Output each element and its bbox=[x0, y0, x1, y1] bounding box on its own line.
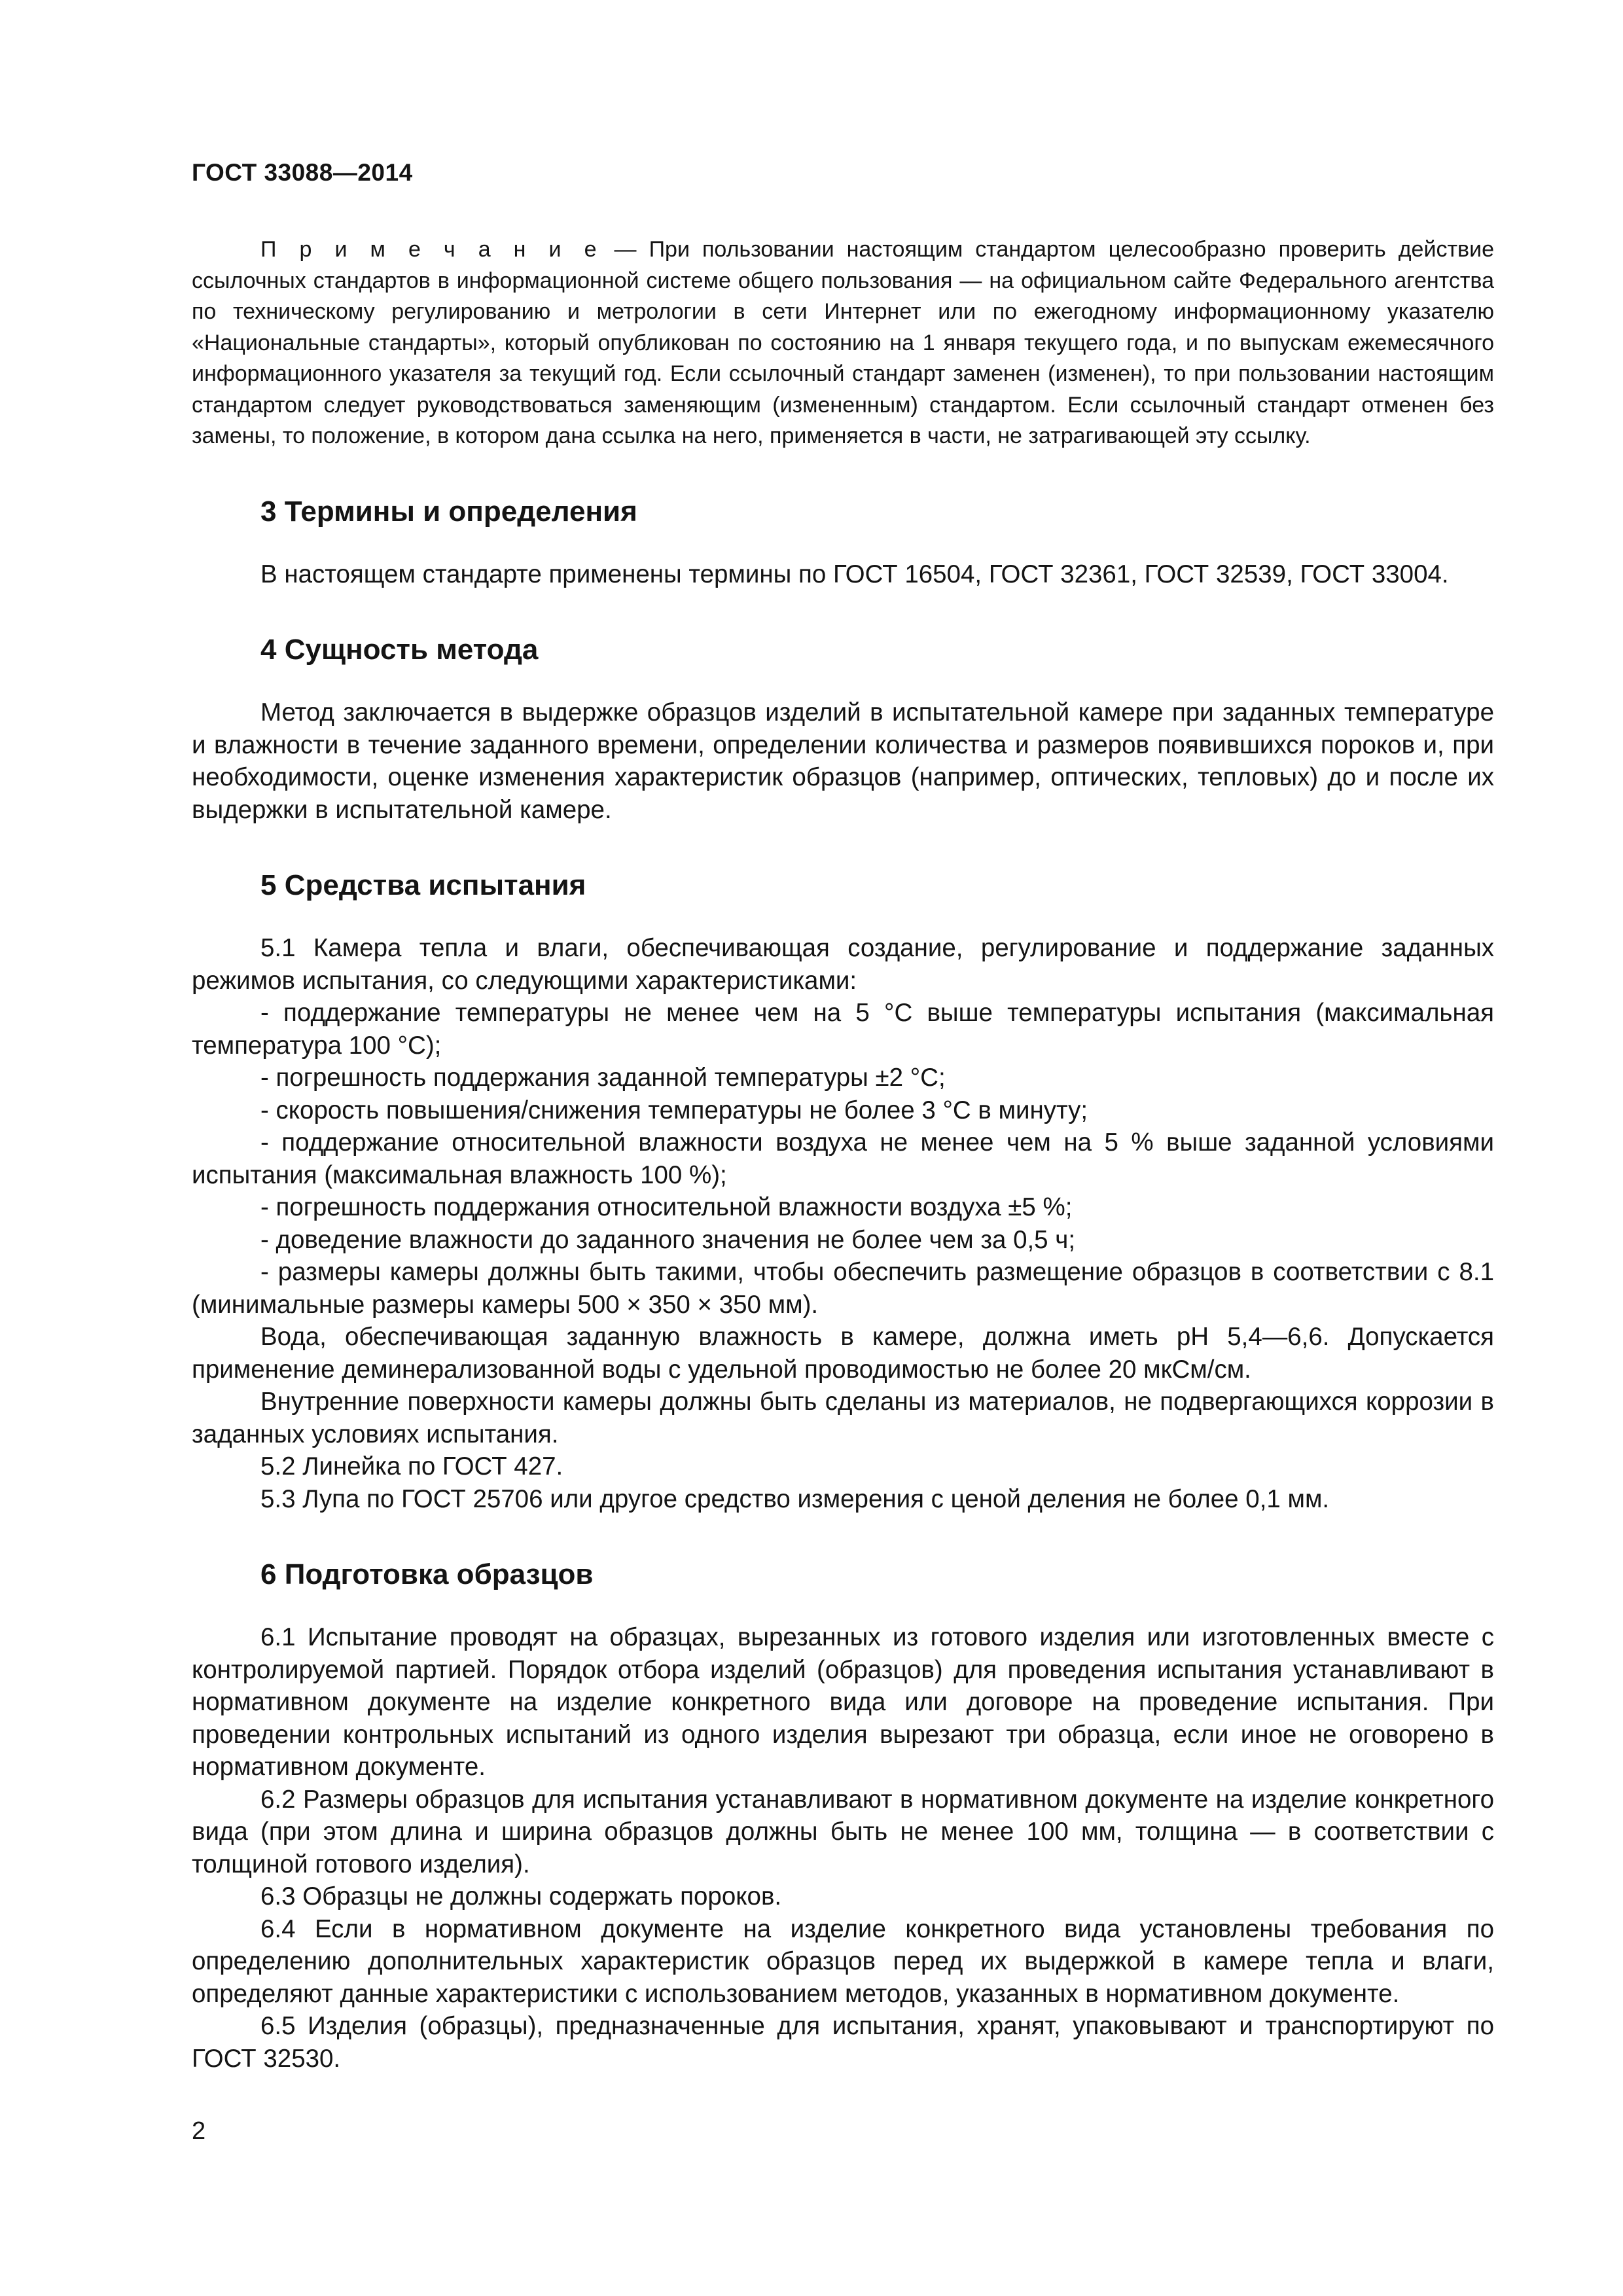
page-content bbox=[192, 234, 1494, 2075]
clause-5-2: 5.2 Линейка по ГОСТ 427. bbox=[260, 1452, 563, 1480]
note-text: — При пользовании настоящим стандартом целесообразно проверить действие ссылочных стандартов в информационной системе общего пользования — на официальном сайте Федерального агентства по техническому регулированию и метрологии в сети Интернет или по ежегодному информационному указателю «Национальные стандарты», который опубликован по состоянию на 1 января текущего года, и по выпускам ежемесячного информационного указателя за текущий год. Если ссылочный стандарт заменен (изменен), то при пользовании настоящим стандартом следует руководствоваться заменяющим (измененным) стандартом. Если ссылочный стандарт отменен без замены, то положение, в котором дана ссылка на него, применяется в части, не затрагивающей эту ссылку. bbox=[192, 237, 1494, 448]
section-4-paragraph: Метод заключается в выдержке образцов изделий в испытательной камере при заданных температуре и влажности в течение заданного времени, определении количества и размеров появившихся пороков и, при необходимости, оценке изменения характеристик образцов (например, оптических, тепловых) до и после их выдержки в испытательной камере. bbox=[192, 698, 1494, 824]
clause-5-1-item-5: - погрешность поддержания относительной влажности воздуха ±5 %; bbox=[260, 1193, 1073, 1221]
section-3-heading: 3 Термины и определения bbox=[260, 495, 637, 528]
clause-5-1-item-4: - поддержание относительной влажности воздуха не менее чем на 5 % выше заданной условиями испытания (максимальная влажность 100 %); bbox=[192, 1128, 1494, 1189]
clause-5-1-item-7: - размеры камеры должны быть такими, чтобы обеспечить размещение образцов в соответствии с 8.1 (минимальные размеры камеры 500 × 350 × 350 мм). bbox=[192, 1258, 1494, 1319]
clause-6-4: 6.4 Если в нормативном документе на изделие конкретного вида установлены требования по определению дополнительных характеристик образцов перед их выдержкой в камере тепла и влаги, определяют данные характеристики с использованием методов, указанных в нормативном документе. bbox=[192, 1914, 1494, 2008]
clause-5-1: 5.1 Камера тепла и влаги, обеспечивающая создание, регулирование и поддержание заданных режимов испытания, со следующими характеристиками: bbox=[192, 934, 1494, 995]
note-label: П р и м е ч а н и е bbox=[260, 237, 602, 262]
references-note bbox=[192, 234, 1494, 452]
section-5-heading: 5 Средства испытания bbox=[260, 869, 586, 901]
clause-6-5: 6.5 Изделия (образцы), предназначенные для испытания, хранят, упаковывают и транспортируют по ГОСТ 32530. bbox=[192, 2012, 1494, 2073]
clause-5-1-water: Вода, обеспечивающая заданную влажность в камере, должна иметь pH 5,4—6,6. Допускается применение деминерализованной воды с удельной проводимостью не более 20 мкСм/см. bbox=[192, 1323, 1494, 1384]
document-code-header: ГОСТ 33088—2014 bbox=[192, 159, 413, 186]
page-number: 2 bbox=[192, 2117, 206, 2145]
clause-5-1-item-6: - доведение влажности до заданного значения не более чем за 0,5 ч; bbox=[260, 1225, 1076, 1254]
section-4-heading: 4 Сущность метода bbox=[260, 634, 539, 666]
clause-6-1: 6.1 Испытание проводят на образцах, вырезанных из готового изделия или изготовленных вместе с контролируемой партией. Порядок отбора изделий (образцов) для проведения испытания устанавливают в нормативном документе на изделие конкретного вида или договоре на проведение испытания. При проведении контрольных испытаний из одного изделия вырезают три образца, если иное не оговорено в нормативном документе. bbox=[192, 1623, 1494, 1781]
clause-5-1-surfaces: Внутренние поверхности камеры должны быть сделаны из материалов, не подвергающихся коррозии в заданных условиях испытания. bbox=[192, 1388, 1494, 1448]
clause-5-1-item-3: - скорость повышения/снижения температуры не более 3 °С в минуту; bbox=[260, 1096, 1088, 1124]
clause-5-3: 5.3 Лупа по ГОСТ 25706 или другое средство измерения с ценой деления не более 0,1 мм. bbox=[260, 1484, 1330, 1513]
section-6-heading: 6 Подготовка образцов bbox=[260, 1558, 594, 1590]
section-3-paragraph: В настоящем стандарте применены термины по ГОСТ 16504, ГОСТ 32361, ГОСТ 32539, ГОСТ 33004. bbox=[260, 560, 1449, 588]
clause-6-3: 6.3 Образцы не должны содержать пороков. bbox=[260, 1882, 782, 1910]
clause-5-1-item-2: - погрешность поддержания заданной температуры ±2 °С; bbox=[260, 1064, 946, 1092]
clause-6-2: 6.2 Размеры образцов для испытания устанавливают в нормативном документе на изделие конкретного вида (при этом длина и ширина образцов должны быть не менее 100 мм, толщина — в соответствии с толщиной готового изделия). bbox=[192, 1785, 1494, 1878]
clause-5-1-item-1: - поддержание температуры не менее чем на 5 °С выше температуры испытания (максимальная температура 100 °С); bbox=[192, 999, 1494, 1060]
